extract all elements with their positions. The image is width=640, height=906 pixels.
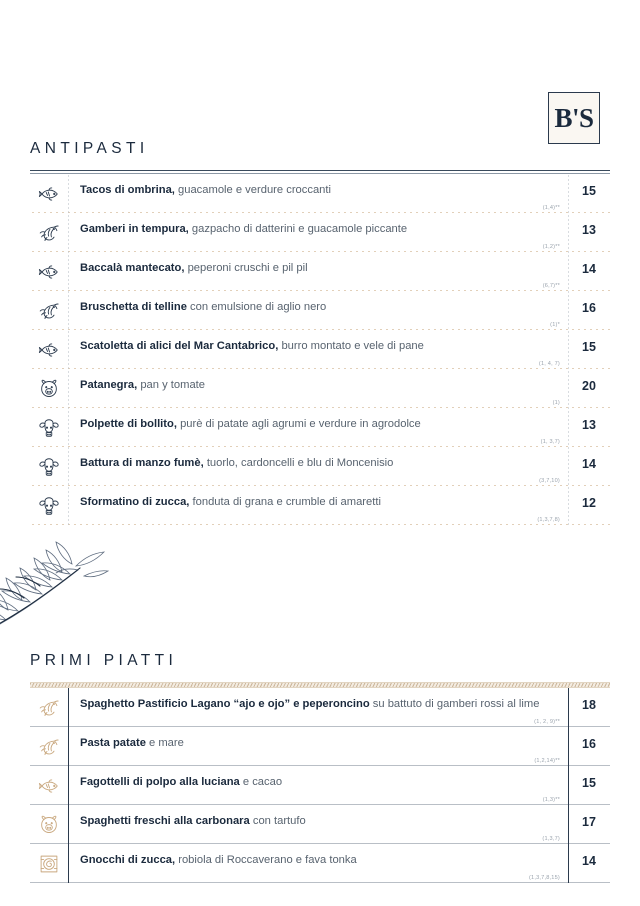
allergen-codes: (6,7)** xyxy=(542,283,560,289)
dish-description: e mare xyxy=(149,737,184,749)
allergen-codes: (1)* xyxy=(550,322,560,328)
allergen-codes: (1,2,14)** xyxy=(534,758,560,764)
allergen-codes: (1, 3,7) xyxy=(540,439,560,445)
menu-item-text xyxy=(68,766,568,804)
dish-name: Patanegra, xyxy=(80,379,138,391)
menu-item-text xyxy=(68,486,568,524)
shrimp-icon xyxy=(30,291,68,329)
dish-description: robiola di Roccaverano e fava tonka xyxy=(178,854,357,866)
dish-line xyxy=(80,378,558,393)
cow-icon xyxy=(30,447,68,485)
section-title: PRIMI PIATTI xyxy=(30,652,178,669)
menu-item-text xyxy=(68,252,568,290)
dish-description: con emulsione di aglio nero xyxy=(190,301,327,313)
item-separator xyxy=(30,524,610,525)
menu-item-text xyxy=(68,330,568,368)
dish-description: pan y tomate xyxy=(140,379,206,391)
dish-name: Baccalà mantecato, xyxy=(80,262,185,274)
brand-logo xyxy=(548,92,600,144)
dish-name: Gnocchi di zucca, xyxy=(80,854,176,866)
allergen-codes: (1, 4, 7) xyxy=(538,361,560,367)
menu-item-row xyxy=(30,447,610,485)
dish-line xyxy=(80,456,558,471)
dish-line xyxy=(80,697,558,712)
dish-price: 20 xyxy=(582,379,596,393)
dish-line xyxy=(80,736,558,751)
allergen-codes: (1) xyxy=(552,400,560,406)
dish-price: 16 xyxy=(582,301,596,315)
dish-price: 17 xyxy=(582,815,596,829)
dish-line xyxy=(80,300,558,315)
menu-item-row xyxy=(30,213,610,251)
dish-line xyxy=(80,814,558,829)
menu-item-text xyxy=(68,688,568,726)
dish-description: guacamole e verdure croccanti xyxy=(178,184,331,196)
dish-line xyxy=(80,495,558,510)
dish-description: e cacao xyxy=(242,776,283,788)
dish-description: burro montato e vele di pane xyxy=(281,340,424,352)
dish-line xyxy=(80,183,558,198)
menu-item-text xyxy=(68,844,568,882)
dish-price: 15 xyxy=(582,184,596,198)
menu-item-row xyxy=(30,844,610,882)
logo-box xyxy=(548,92,600,144)
menu-item-text xyxy=(68,727,568,765)
allergen-codes: (1,3)** xyxy=(542,797,560,803)
allergen-codes: (1,4)** xyxy=(542,205,560,211)
dish-price: 18 xyxy=(582,698,596,712)
fish-icon xyxy=(30,766,68,804)
dish-price: 13 xyxy=(582,223,596,237)
menu-item-row xyxy=(30,291,610,329)
dish-name: Fagottelli di polpo alla luciana xyxy=(80,776,240,788)
menu-item-row xyxy=(30,174,610,212)
dish-name: Gamberi in tempura, xyxy=(80,223,189,235)
dish-name: Sformatino di zucca, xyxy=(80,496,190,508)
dish-price: 15 xyxy=(582,340,596,354)
dish-price: 15 xyxy=(582,776,596,790)
pig-icon xyxy=(30,805,68,843)
allergen-codes: (1,3,7) xyxy=(542,836,560,842)
dish-price: 14 xyxy=(582,262,596,276)
fish-icon xyxy=(30,174,68,212)
dish-description: tuorlo, cardoncelli e blu di Moncenisio xyxy=(206,457,394,469)
logo-text: B'S xyxy=(554,102,594,133)
dish-price: 14 xyxy=(582,457,596,471)
cow-icon xyxy=(30,408,68,446)
dish-description: peperoni cruschi e pil pil xyxy=(187,262,308,274)
menu-item-text xyxy=(68,408,568,446)
menu-item-text xyxy=(68,291,568,329)
dish-line xyxy=(80,222,558,237)
menu-item-row xyxy=(30,486,610,524)
fish-icon xyxy=(30,252,68,290)
dish-price: 13 xyxy=(582,418,596,432)
menu-item-text xyxy=(68,805,568,843)
menu-item-row xyxy=(30,252,610,290)
menu-item-row xyxy=(30,369,610,407)
allergen-codes: (1,2)** xyxy=(542,244,560,250)
menu-item-row xyxy=(30,688,610,726)
dish-price: 12 xyxy=(582,496,596,510)
allergen-codes: (3,7,10) xyxy=(539,478,560,484)
menu-item-row xyxy=(30,727,610,765)
menu-item-row xyxy=(30,805,610,843)
dish-line xyxy=(80,339,558,354)
dish-name: Polpette di bollito, xyxy=(80,418,177,430)
dish-name: Pasta patate xyxy=(80,737,146,749)
dish-line xyxy=(80,853,558,868)
menu-item-text xyxy=(68,369,568,407)
dish-line xyxy=(80,775,558,790)
dish-price: 14 xyxy=(582,854,596,868)
cow-icon xyxy=(30,486,68,524)
vegetarian-plate-icon xyxy=(30,844,68,882)
menu-item-text xyxy=(68,213,568,251)
dish-name: Tacos di ombrina, xyxy=(80,184,175,196)
dish-name: Spaghetto Pastificio Lagano “ajo e ojo” e peperoncino xyxy=(80,698,370,710)
menu-section-primi xyxy=(30,652,610,883)
menu-item-list xyxy=(30,688,610,883)
dish-description: con tartufo xyxy=(252,815,306,827)
dish-name: Bruschetta di telline xyxy=(80,301,187,313)
menu-section-antipasti xyxy=(30,140,610,525)
dish-description: gazpacho di datterini e guacamole piccante xyxy=(191,223,408,235)
allergen-codes: (1,3,7,8,15) xyxy=(528,875,560,881)
menu-item-text xyxy=(68,447,568,485)
allergen-codes: (1, 2, 9)** xyxy=(534,719,560,725)
dish-name: Battura di manzo fumè, xyxy=(80,457,204,469)
dish-description: su battuto di gamberi rossi al lime xyxy=(372,698,540,710)
dish-description: purè di patate agli agrumi e verdure in agrodolce xyxy=(180,418,421,430)
dish-line xyxy=(80,261,558,276)
item-separator xyxy=(30,882,610,883)
menu-item-text xyxy=(68,174,568,212)
fish-icon xyxy=(30,330,68,368)
section-title: ANTIPASTI xyxy=(30,140,149,157)
shrimp-icon xyxy=(30,688,68,726)
dish-name: Scatoletta di alici del Mar Cantabrico, xyxy=(80,340,279,352)
dish-price: 16 xyxy=(582,737,596,751)
dish-name: Spaghetti freschi alla carbonara xyxy=(80,815,250,827)
pig-icon xyxy=(30,369,68,407)
shrimp-icon xyxy=(30,727,68,765)
rosemary-sprig-illustration xyxy=(0,536,146,656)
menu-item-row xyxy=(30,766,610,804)
allergen-codes: (1,3,7,8) xyxy=(537,517,560,523)
shrimp-icon xyxy=(30,213,68,251)
menu-item-row xyxy=(30,330,610,368)
dish-line xyxy=(80,417,558,432)
menu-item-list xyxy=(30,174,610,525)
dish-description: fonduta di grana e crumble di amaretti xyxy=(192,496,381,508)
menu-item-row xyxy=(30,408,610,446)
